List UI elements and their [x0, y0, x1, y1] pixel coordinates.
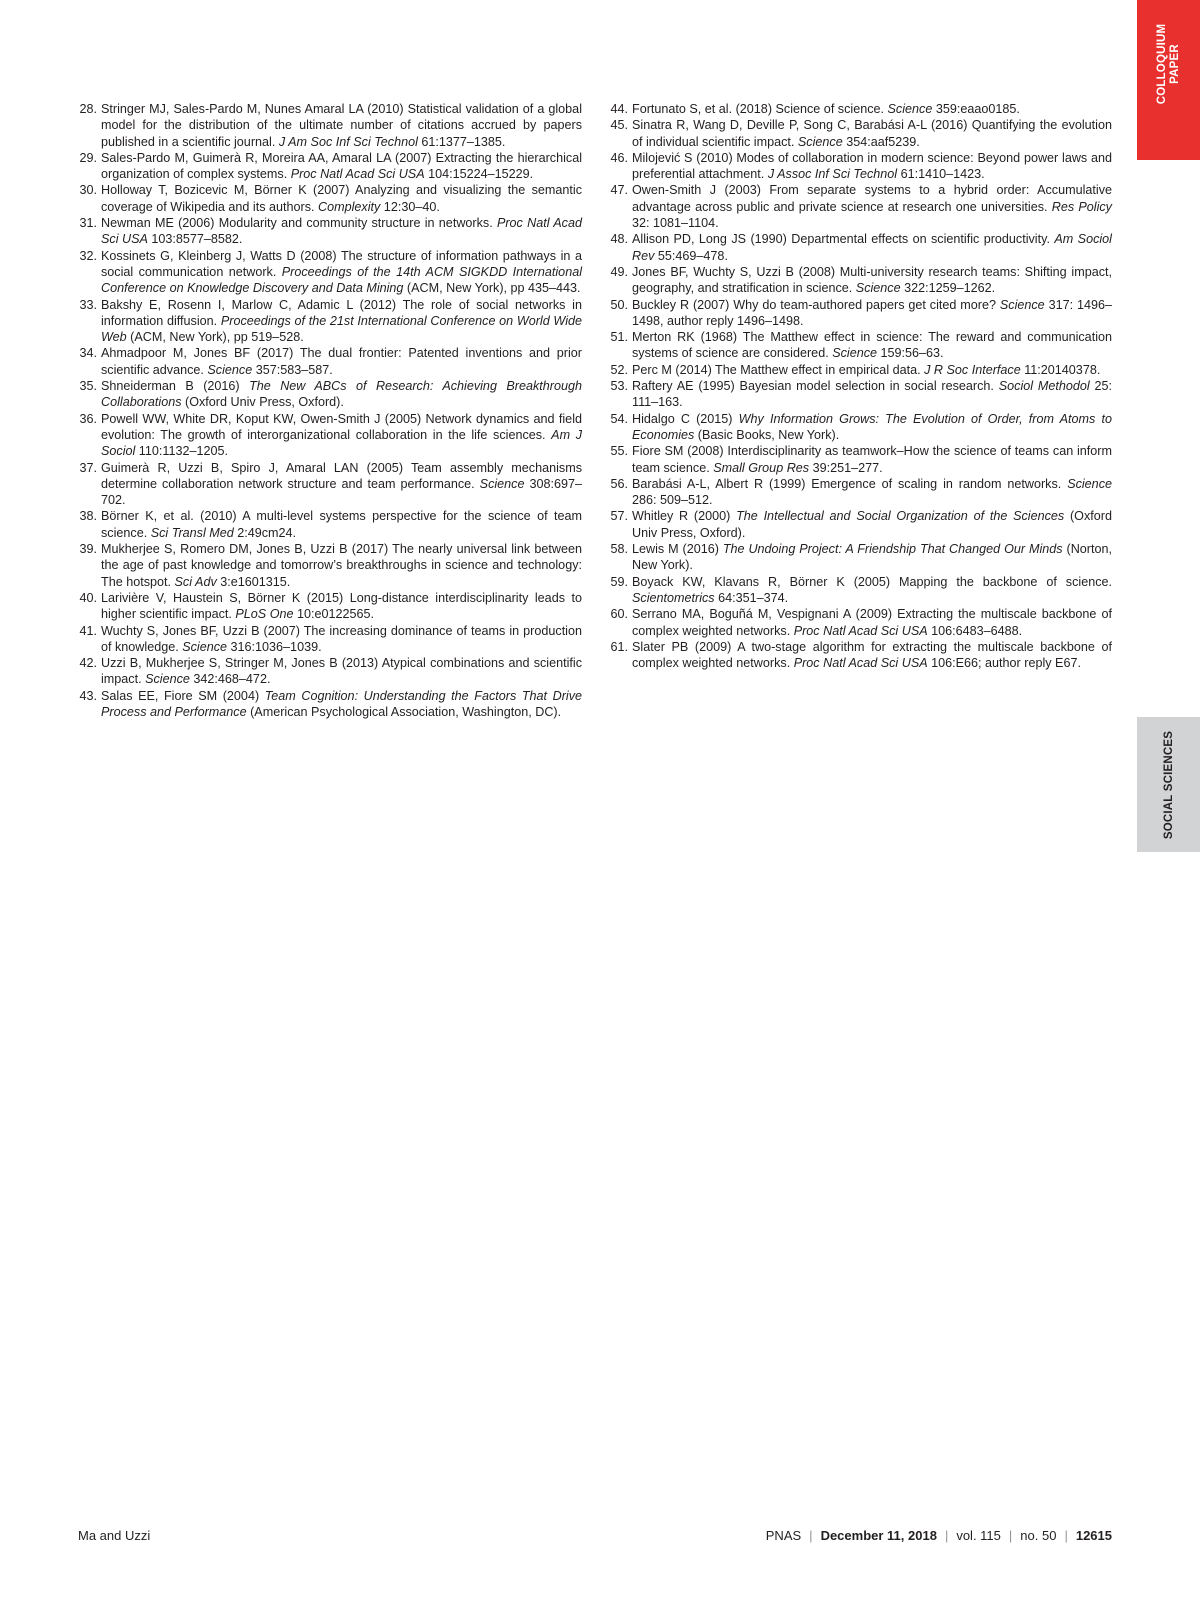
- reference-text: Allison PD, Long JS (1990) Departmental effects on scientific productivity.: [632, 232, 1055, 247]
- reference-item: [78, 590, 582, 623]
- reference-number: 49.: [610, 264, 628, 279]
- reference-number: 48.: [610, 232, 628, 247]
- reference-item: [609, 329, 1112, 362]
- reference-item: [609, 117, 1112, 150]
- reference-text: 61:1410–1423.: [897, 167, 985, 182]
- reference-number: 46.: [610, 150, 628, 165]
- reference-text: 342:468–472.: [189, 672, 271, 687]
- reference-item: [78, 460, 582, 509]
- reference-number: 41.: [79, 623, 97, 638]
- reference-text: 286: 509–512.: [632, 493, 713, 508]
- reference-source: Science: [832, 346, 878, 361]
- reference-source: Science: [999, 297, 1045, 312]
- reference-number: 51.: [610, 330, 628, 345]
- reference-text: Fortunato S, et al. (2018) Science of science.: [632, 102, 888, 116]
- reference-source: J Am Soc Inf Sci Technol: [278, 134, 418, 149]
- reference-text: Jones BF, Wuchty S, Uzzi B (2008) Multi-university research teams: Shifting impact, geography, and stratification in science.: [632, 264, 1112, 296]
- reference-text: Uzzi B, Mukherjee S, Stringer M, Jones B (2013) Atypical combinations and scientific impact.: [101, 656, 582, 687]
- reference-text: 55:469–478.: [654, 248, 728, 263]
- reference-number: 58.: [610, 542, 628, 557]
- footer-date: December 11, 2018: [820, 1528, 937, 1543]
- reference-source: Complexity: [318, 199, 381, 214]
- reference-item: [78, 297, 582, 346]
- reference-number: 32.: [79, 248, 97, 263]
- reference-source: Proc Natl Acad Sci USA: [793, 656, 928, 671]
- reference-item: [609, 541, 1112, 574]
- reference-source: Science: [855, 281, 901, 296]
- reference-source: Science: [1067, 476, 1112, 491]
- reference-number: 53.: [610, 379, 628, 394]
- footer-citation: PNAS | December 11, 2018 | vol. 115 | no. 50 | 12615: [765, 1528, 1112, 1543]
- reference-number: 60.: [610, 607, 628, 622]
- reference-text: Shneiderman B (2016): [101, 379, 250, 394]
- reference-item: [78, 508, 582, 541]
- footer-page-number: 12615: [1075, 1528, 1112, 1543]
- reference-source: Proc Natl Acad Sci USA: [290, 167, 425, 182]
- reference-text: 322:1259–1262.: [900, 281, 996, 296]
- reference-text: Raftery AE (1995) Bayesian model selection in social research.: [632, 379, 999, 394]
- reference-text: Mukherjee S, Romero DM, Jones B, Uzzi B (2017) The nearly universal link between the age of past knowledge and tomorrow’s breakthroughs in science and technology: The hotspot.: [101, 542, 582, 589]
- reference-text: Newman ME (2006) Modularity and community structure in networks.: [101, 216, 497, 231]
- colloquium-paper-label: COLLOQUIUM PAPER: [1155, 23, 1181, 105]
- reference-item: [78, 378, 582, 411]
- reference-source: Science: [145, 672, 190, 687]
- reference-item: [78, 215, 582, 248]
- reference-item: [609, 182, 1112, 231]
- reference-text: (Norton, New York).: [632, 542, 1112, 573]
- reference-text: 104:15224–15229.: [424, 167, 534, 182]
- reference-text: 354:aaf5239.: [842, 134, 920, 149]
- reference-text: Stringer MJ, Sales-Pardo M, Nunes Amaral LA (2010) Statistical validation of a global model for the distribution of the ultimate number of citations accrued by papers published in a scientific journal.: [101, 102, 582, 149]
- reference-text: Merton RK (1968) The Matthew effect in science: The reward and communication systems of science are considered.: [632, 330, 1112, 361]
- reference-item: [78, 623, 582, 656]
- reference-number: 33.: [79, 297, 97, 312]
- reference-source: Science: [887, 102, 933, 116]
- reference-number: 47.: [610, 183, 628, 198]
- reference-text: 103:8577–8582.: [147, 232, 243, 247]
- reference-number: 44.: [610, 102, 628, 116]
- reference-text: 359:eaao0185.: [932, 102, 1020, 116]
- reference-text: Larivière V, Haustein S, Börner K (2015) Long-distance interdisciplinarity leads to higher scientific impact.: [101, 590, 582, 622]
- reference-item: [609, 508, 1112, 541]
- reference-source: Proceedings of the 21st International Conference on World Wide Web: [101, 313, 582, 345]
- reference-text: Fiore SM (2008) Interdisciplinarity as teamwork–How the science of teams can inform team science.: [632, 444, 1112, 475]
- reference-text: Guimerà R, Uzzi B, Spiro J, Amaral LAN (2005) Team assembly mechanisms determine collaboration network structure and team performance.: [101, 460, 582, 491]
- reference-number: 59.: [610, 574, 628, 589]
- reference-number: 43.: [79, 688, 97, 703]
- reference-item: [609, 639, 1112, 672]
- reference-text: Börner K, et al. (2010) A multi-level systems perspective for the science of team science.: [101, 509, 582, 540]
- reference-text: (ACM, New York), pp 435–443.: [403, 281, 581, 296]
- reference-text: Ahmadpoor M, Jones BF (2017) The dual frontier: Patented inventions and prior scientific advance.: [101, 346, 582, 377]
- reference-text: 2:49cm24.: [233, 525, 297, 540]
- reference-item: [78, 345, 582, 378]
- reference-number: 39.: [79, 542, 97, 557]
- reference-item: [78, 182, 582, 215]
- reference-text: 25: 111–163.: [632, 379, 1113, 410]
- reference-text: Powell WW, White DR, Koput KW, Owen-Smith J (2005) Network dynamics and field evolution: The growth of interorganizational collaboration in the life sciences.: [101, 411, 582, 442]
- reference-text: Boyack KW, Klavans R, Börner K (2005) Mapping the backbone of science.: [632, 574, 1112, 589]
- reference-text: Barabási A-L, Albert R (1999) Emergence of scaling in random networks.: [632, 476, 1068, 491]
- reference-item: [78, 688, 582, 721]
- reference-number: 30.: [79, 183, 97, 198]
- reference-number: 61.: [610, 639, 628, 654]
- reference-number: 37.: [79, 460, 97, 475]
- reference-source: The Undoing Project: A Friendship That Changed Our Minds: [722, 542, 1063, 557]
- reference-source: J R Soc Interface: [924, 362, 1021, 377]
- reference-text: 3:e1601315.: [216, 574, 291, 589]
- reference-text: (Oxford Univ Press, Oxford).: [632, 509, 1112, 540]
- reference-text: (ACM, New York), pp 519–528.: [126, 330, 304, 345]
- reference-text: 12:30–40.: [380, 199, 440, 214]
- reference-text: Slater PB (2009) A two-stage algorithm for extracting the multiscale backbone of complex weighted networks.: [632, 639, 1112, 671]
- reference-number: 34.: [79, 346, 97, 361]
- reference-number: 50.: [610, 297, 628, 312]
- reference-text: Salas EE, Fiore SM (2004): [101, 688, 265, 703]
- reference-item: [78, 655, 582, 688]
- reference-number: 52.: [610, 362, 628, 377]
- reference-item: [609, 150, 1112, 183]
- reference-text: Milojević S (2010) Modes of collaboration in modern science: Beyond power laws and preferential attachment.: [632, 150, 1112, 182]
- reference-text: (Basic Books, New York).: [694, 427, 840, 442]
- references-right-column: [609, 101, 1112, 671]
- reference-source: Sci Adv: [174, 574, 217, 589]
- reference-item: [609, 378, 1112, 411]
- reference-text: Wuchty S, Jones BF, Uzzi B (2007) The increasing dominance of teams in production of knowledge.: [101, 623, 582, 654]
- reference-text: Whitley R (2000): [632, 509, 737, 524]
- reference-text: Sinatra R, Wang D, Deville P, Song C, Barabási A-L (2016) Quantifying the evolution of individual scientific impact.: [632, 118, 1112, 149]
- reference-item: [78, 248, 582, 297]
- reference-item: [609, 411, 1112, 444]
- reference-text: Perc M (2014) The Matthew effect in empirical data.: [632, 362, 925, 377]
- reference-source: Team Cognition: Understanding the Factors That Drive Process and Performance: [101, 688, 582, 719]
- reference-text: 316:1036–1039.: [227, 639, 322, 654]
- reference-text: (American Psychological Association, Washington, DC).: [246, 704, 562, 719]
- reference-text: 61:1377–1385.: [417, 134, 506, 149]
- footer-volume: vol. 115: [956, 1528, 1001, 1543]
- reference-number: 35.: [79, 379, 97, 394]
- reference-item: [78, 411, 582, 460]
- reference-text: Bakshy E, Rosenn I, Marlow C, Adamic L (2012) The role of social networks in information diffusion.: [101, 297, 582, 328]
- reference-number: 55.: [610, 444, 628, 459]
- footer-authors: Ma and Uzzi: [78, 1528, 151, 1543]
- reference-item: [78, 541, 582, 590]
- reference-text: 11:20140378.: [1020, 362, 1101, 377]
- reference-text: 10:e0122565.: [293, 607, 375, 622]
- reference-item: [609, 362, 1112, 378]
- reference-text: Buckley R (2007) Why do team-authored papers get cited more?: [632, 297, 1000, 312]
- footer-journal: PNAS: [765, 1528, 802, 1543]
- reference-source: Res Policy: [1051, 199, 1112, 214]
- reference-number: 31.: [79, 216, 97, 231]
- reference-item: [609, 574, 1112, 607]
- reference-text: 32: 1081–1104.: [632, 216, 719, 231]
- reference-source: Why Information Grows: The Evolution of Order, from Atoms to Economies: [632, 411, 1112, 442]
- reference-text: Owen-Smith J (2003) From separate systems to a hybrid order: Accumulative advantage across public and private science at research one universities.: [632, 183, 1112, 214]
- reference-number: 56.: [610, 476, 628, 491]
- reference-source: Am Sociol Rev: [632, 232, 1112, 263]
- reference-text: 110:1132–1205.: [135, 444, 228, 459]
- reference-number: 57.: [610, 509, 628, 524]
- reference-number: 45.: [610, 118, 628, 133]
- reference-source: Proc Natl Acad Sci USA: [101, 216, 582, 247]
- reference-item: [609, 231, 1112, 264]
- reference-source: Scientometrics: [632, 590, 715, 605]
- reference-text: 39:251–277.: [809, 460, 883, 475]
- reference-text: 317: 1496–1498, author reply 1496–1498.: [632, 297, 1112, 328]
- section-label: SOCIAL SCIENCES: [1162, 730, 1175, 839]
- reference-item: [609, 264, 1112, 297]
- reference-number: 40.: [79, 590, 97, 605]
- reference-number: 54.: [610, 411, 628, 426]
- reference-source: Am J Sociol: [101, 427, 582, 459]
- reference-number: 29.: [79, 150, 97, 165]
- reference-source: Small Group Res: [713, 460, 810, 475]
- reference-source: Proc Natl Acad Sci USA: [793, 623, 928, 638]
- colloquium-paper-tab: [1137, 0, 1200, 160]
- reference-item: [609, 606, 1112, 639]
- reference-number: 42.: [79, 656, 97, 671]
- reference-text: 308:697–702.: [101, 476, 583, 508]
- section-tab: [1137, 717, 1200, 852]
- reference-text: 357:583–587.: [252, 362, 333, 377]
- reference-source: Sci Transl Med: [150, 525, 234, 540]
- reference-text: Holloway T, Bozicevic M, Börner K (2007) Analyzing and visualizing the semantic coverage of Wikipedia and its authors.: [101, 183, 582, 214]
- reference-source: The New ABCs of Research: Achieving Breakthrough Collaborations: [101, 379, 583, 410]
- references-left-column: [78, 101, 582, 720]
- reference-text: Hidalgo C (2015): [632, 411, 739, 426]
- reference-text: 106:6483–6488.: [927, 623, 1023, 638]
- reference-source: Sociol Methodol: [998, 379, 1090, 394]
- reference-number: 38.: [79, 509, 97, 524]
- reference-text: 106:E66; author reply E67.: [927, 656, 1081, 671]
- reference-source: PLoS One: [235, 607, 294, 622]
- reference-text: Serrano MA, Boguñá M, Vespignani A (2009) Extracting the multiscale backbone of complex weighted networks.: [632, 607, 1112, 638]
- reference-text: Kossinets G, Kleinberg J, Watts D (2008) The structure of information pathways in a social communication network.: [101, 248, 582, 279]
- reference-source: Science: [479, 476, 525, 491]
- reference-text: Sales-Pardo M, Guimerà R, Moreira AA, Amaral LA (2007) Extracting the hierarchical organization of complex systems.: [101, 150, 582, 182]
- reference-source: Science: [207, 362, 253, 377]
- reference-item: [609, 101, 1112, 117]
- reference-item: [609, 443, 1112, 476]
- reference-text: Lewis M (2016): [632, 542, 723, 557]
- reference-item: [609, 297, 1112, 330]
- reference-source: The Intellectual and Social Organization of the Sciences: [736, 509, 1065, 524]
- reference-source: Proceedings of the 14th ACM SIGKDD International Conference on Knowledge Discovery and Data Mining: [101, 264, 582, 296]
- reference-source: Science: [797, 134, 843, 149]
- reference-number: 28.: [79, 102, 97, 116]
- reference-source: J Assoc Inf Sci Technol: [767, 167, 898, 182]
- reference-item: [78, 101, 582, 150]
- reference-text: 159:56–63.: [877, 346, 944, 361]
- reference-item: [609, 476, 1112, 509]
- reference-number: 36.: [79, 411, 97, 426]
- reference-source: Science: [182, 639, 228, 654]
- footer-issue: no. 50: [1020, 1528, 1057, 1543]
- reference-item: [78, 150, 582, 183]
- reference-text: (Oxford Univ Press, Oxford).: [181, 395, 344, 410]
- reference-text: 64:351–374.: [714, 590, 789, 605]
